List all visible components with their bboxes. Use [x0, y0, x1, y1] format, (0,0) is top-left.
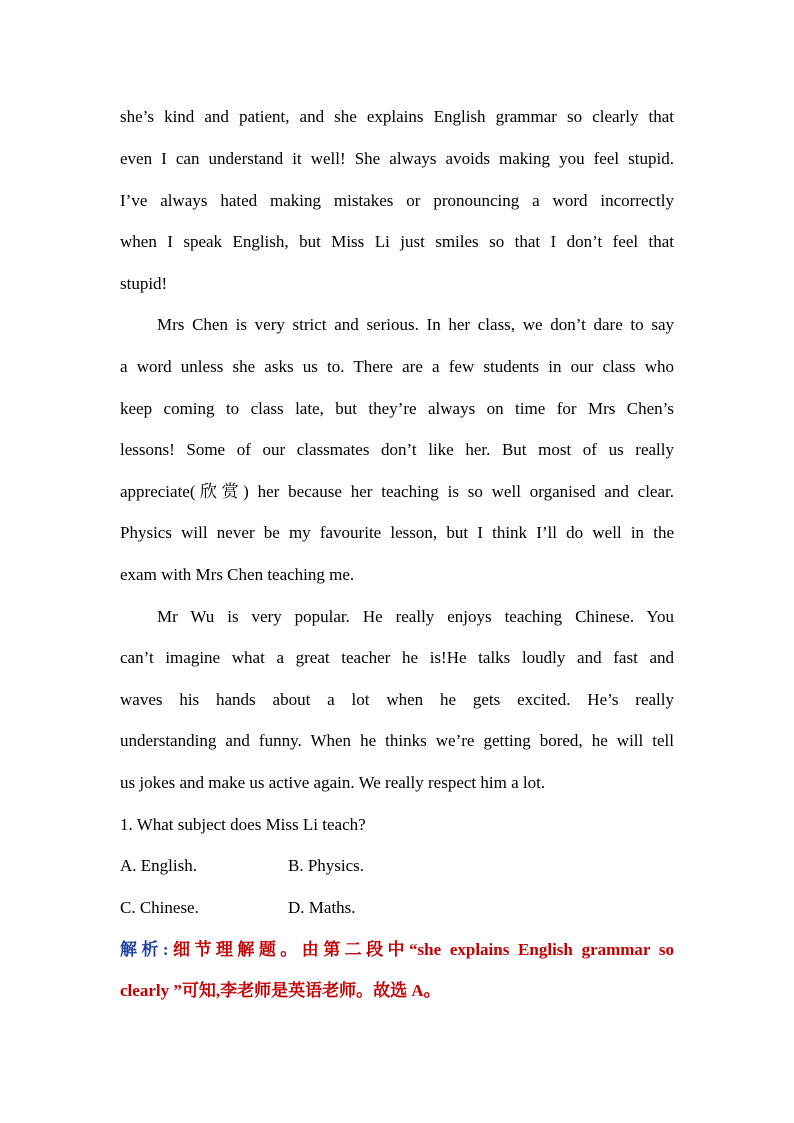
paragraph-line: understanding and funny. When he thinks we’re getting bored, he will tell — [120, 731, 674, 750]
paragraph-line: appreciate(欣赏) her because her teaching is so well organised and clear. — [120, 482, 674, 501]
paragraph-line: waves his hands about a lot when he gets excited. He’s really — [120, 690, 674, 709]
paragraph-line: exam with Mrs Chen teaching me. — [120, 565, 355, 584]
answer-explanation-line2: clearly ”可知,李老师是英语老师。故选 A。 — [120, 981, 441, 1000]
paragraph-line: even I can understand it well! She always avoids making you feel stupid. — [120, 149, 674, 168]
paragraph-line: lessons! Some of our classmates don’t like her. But most of us really — [120, 440, 674, 459]
answer-explanation — [120, 940, 674, 960]
paragraph-line: keep coming to class late, but they’re always on time for Mrs Chen’s — [120, 399, 674, 418]
paragraph-line: can’t imagine what a great teacher he is!He talks loudly and fast and — [120, 648, 674, 667]
answer-label: 解析: — [120, 940, 169, 959]
option-b: B. Physics. — [288, 856, 365, 875]
paragraph-line: a word unless she asks us to. There are a few students in our class who — [120, 357, 674, 376]
paragraph-line: when I speak English, but Miss Li just smiles so that I don’t feel that — [120, 232, 674, 251]
option-a: A. English. — [120, 856, 197, 875]
paragraph-line: Mrs Chen is very strict and serious. In her class, we don’t dare to say — [157, 315, 674, 334]
paragraph-line: Physics will never be my favourite lesson, but I think I’ll do well in the — [120, 523, 674, 542]
paragraph-line: she’s kind and patient, and she explains English grammar so clearly that — [120, 107, 674, 126]
paragraph-line: us jokes and make us active again. We really respect him a lot. — [120, 773, 546, 792]
paragraph-line: I’ve always hated making mistakes or pronouncing a word incorrectly — [120, 191, 674, 210]
option-d: D. Maths. — [288, 898, 356, 917]
question-text: 1. What subject does Miss Li teach? — [120, 815, 366, 834]
paragraph-line: stupid! — [120, 274, 168, 293]
paragraph-line: Mr Wu is very popular. He really enjoys teaching Chinese. You — [157, 607, 674, 626]
answer-text: 细节理解题。由第二段中“she explains English grammar so — [168, 940, 674, 959]
option-c: C. Chinese. — [120, 898, 199, 917]
